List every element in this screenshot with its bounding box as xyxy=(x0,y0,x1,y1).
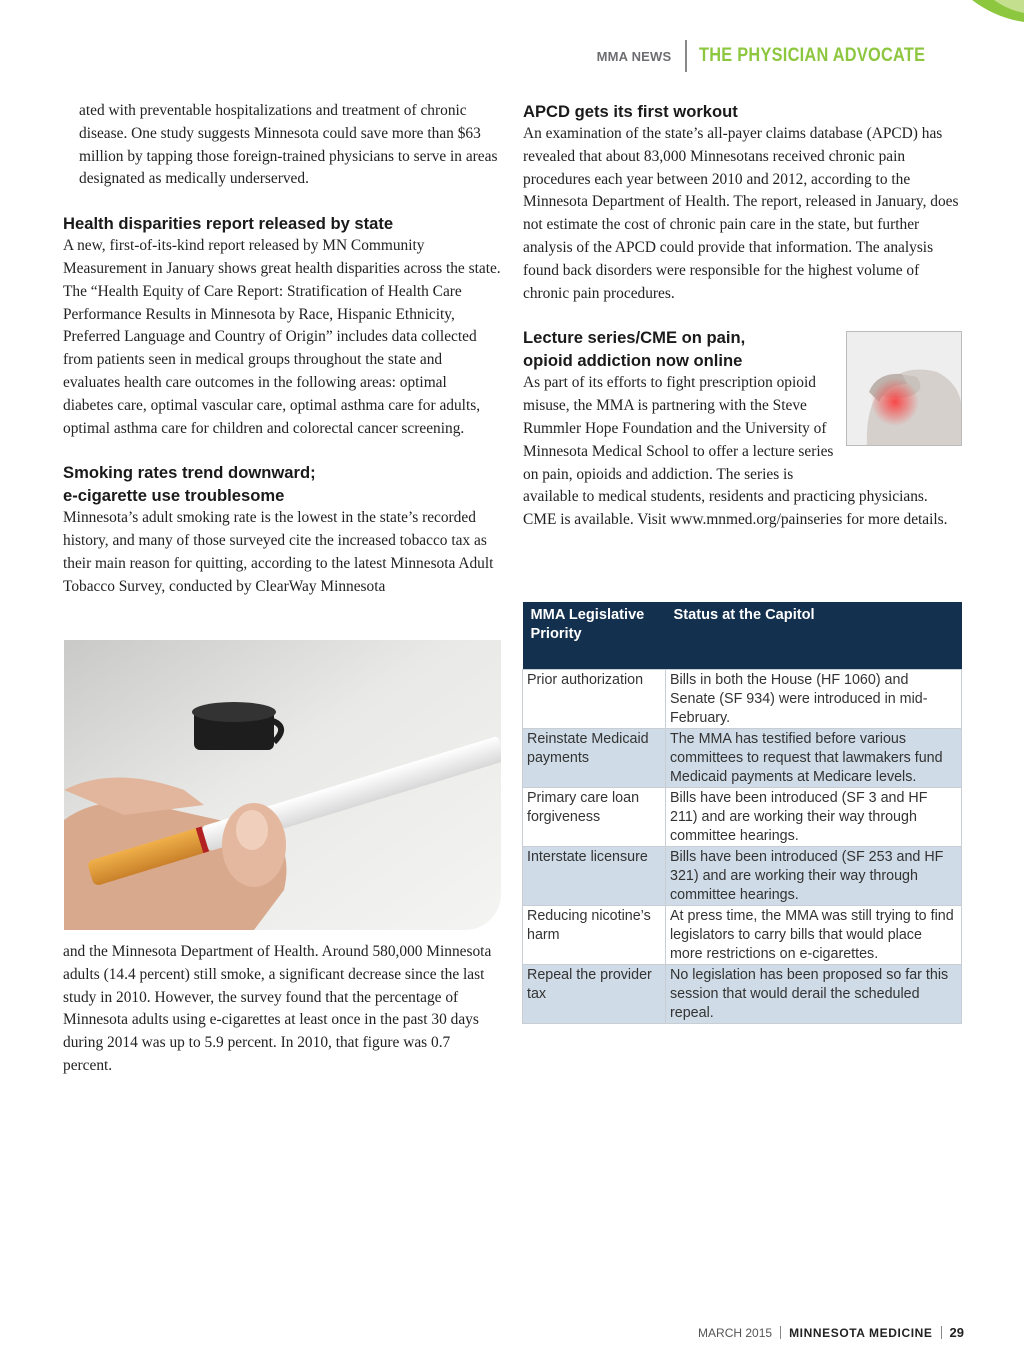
smoking-heading-line2: e-cigarette use troublesome xyxy=(63,486,285,506)
page-number: 29 xyxy=(949,1325,964,1340)
header-divider xyxy=(685,40,687,72)
intro-paragraph: ated with preventable hospitalizations and treatment of chronic disease. One study suggests Minnesota could save more than $63 million by tapping those foreign-trained physicians to serve in areas designated as medically underserved. xyxy=(79,102,498,188)
priority-cell: Primary care loan forgiveness xyxy=(523,788,666,847)
publication-title: THE PHYSICIAN ADVOCATE xyxy=(698,45,926,66)
apcd-body: An examination of the state’s all-payer claims database (APCD) has revealed that about 83,000 Minnesotans received chronic pain procedures each year between 2010 and 2012, according to the Minnesota Department of Health. The report, released in January, does not estimate the cost of chronic pain care in the state, but further analysis of the APCD could provide that information. The analysis found back disorders were responsible for the highest volume of chronic pain procedures. xyxy=(523,125,959,302)
left-column-top xyxy=(63,100,501,599)
page-footer xyxy=(698,1325,964,1340)
header-status: Status at the Capitol xyxy=(666,602,962,670)
smoking-heading-line1: Smoking rates trend downward; xyxy=(63,463,316,483)
table-header-row xyxy=(523,602,962,670)
priority-cell: Prior authorization xyxy=(523,670,666,729)
priority-cell: Reducing nicotine’s harm xyxy=(523,906,666,965)
smoking-body-part1: Minnesota’s adult smoking rate is the lowest in the state’s recorded history, and many of those surveyed cite the increased tobacco tax as their main reason for quitting, according to the latest Minnesota Adult Tobacco Survey, conducted by ClearWay Minnesota xyxy=(63,509,494,595)
e-cigarette-photo xyxy=(64,640,501,930)
table-row xyxy=(523,788,962,847)
status-cell: Bills have been introduced (SF 3 and HF 211) and are working their way through committee hearings. xyxy=(666,788,962,847)
status-cell: At press time, the MMA was still trying to find legislators to carry bills that would place more restrictions on e-cigarettes. xyxy=(666,906,962,965)
status-cell: Bills in both the House (HF 1060) and Senate (SF 934) were introduced in mid-February. xyxy=(666,670,962,729)
table-row xyxy=(523,847,962,906)
disparities-heading: Health disparities report released by state xyxy=(63,214,394,234)
footer-divider xyxy=(780,1326,781,1339)
issue-date: MARCH 2015 xyxy=(698,1325,773,1340)
lecture-heading-line1: Lecture series/CME on pain, xyxy=(523,328,746,348)
status-cell: Bills have been introduced (SF 253 and HF 321) and are working their way through committee hearings. xyxy=(666,847,962,906)
lecture-body: As part of its efforts to fight prescription opioid misuse, the MMA is partnering with the Steve Rummler Hope Foundation and the University of Minnesota Medical School to offer a lecture series on pain, opioids and addiction. The series is available to medical students, residents and practicing physicians. CME is available. Visit www.mnmed.org/painseries for more details. xyxy=(523,374,948,529)
header-priority: MMA Legislative Priority xyxy=(523,602,666,670)
table-row xyxy=(523,906,962,965)
right-column xyxy=(523,100,963,532)
footer-divider xyxy=(941,1326,942,1339)
priority-cell: Repeal the provider tax xyxy=(523,965,666,1024)
table-row xyxy=(523,729,962,788)
status-cell: The MMA has testified before various committees to request that lawmakers fund Medicaid payments at Medicare levels. xyxy=(666,729,962,788)
apcd-heading: APCD gets its first workout xyxy=(523,102,738,121)
smoking-body-part2: and the Minnesota Department of Health. Around 580,000 Minnesota adults (14.4 percent) still smoke, a significant decrease since the last study in 2010. However, the survey found that the percentage of Minnesota adults using e-cigarettes at least once in the past 30 days during 2014 was up to 5.9 percent. In 2010, that figure was 0.7 percent. xyxy=(63,943,492,1074)
table-row xyxy=(523,965,962,1024)
left-column-bottom xyxy=(63,941,501,1078)
section-label: MMA NEWS xyxy=(596,48,672,64)
priority-cell: Reinstate Medicaid payments xyxy=(523,729,666,788)
magazine-name: MINNESOTA MEDICINE xyxy=(789,1325,933,1340)
running-header xyxy=(597,40,962,72)
status-cell: No legislation has been proposed so far this session that would derail the scheduled repeal. xyxy=(666,965,962,1024)
priority-cell: Interstate licensure xyxy=(523,847,666,906)
shoulder-pain-photo xyxy=(846,331,962,446)
legislative-priorities-table xyxy=(522,602,962,1024)
lecture-heading-line2: opioid addiction now online xyxy=(523,351,743,371)
table-row xyxy=(523,670,962,729)
disparities-body: A new, first-of-its-kind report released by MN Community Measurement in January shows great health disparities across the state. The “Health Equity of Care Report: Stratification of Health Care Performance Results in Minnesota by Race, Hispanic Ethnicity, Preferred Language and Country of Origin” includes data collected from patients seen in medical groups throughout the state and evaluates health care outcomes in the following areas: optimal diabetes care, optimal vascular care, optimal asthma care for adults, optimal asthma care for children and colorectal cancer screening. xyxy=(63,237,501,437)
